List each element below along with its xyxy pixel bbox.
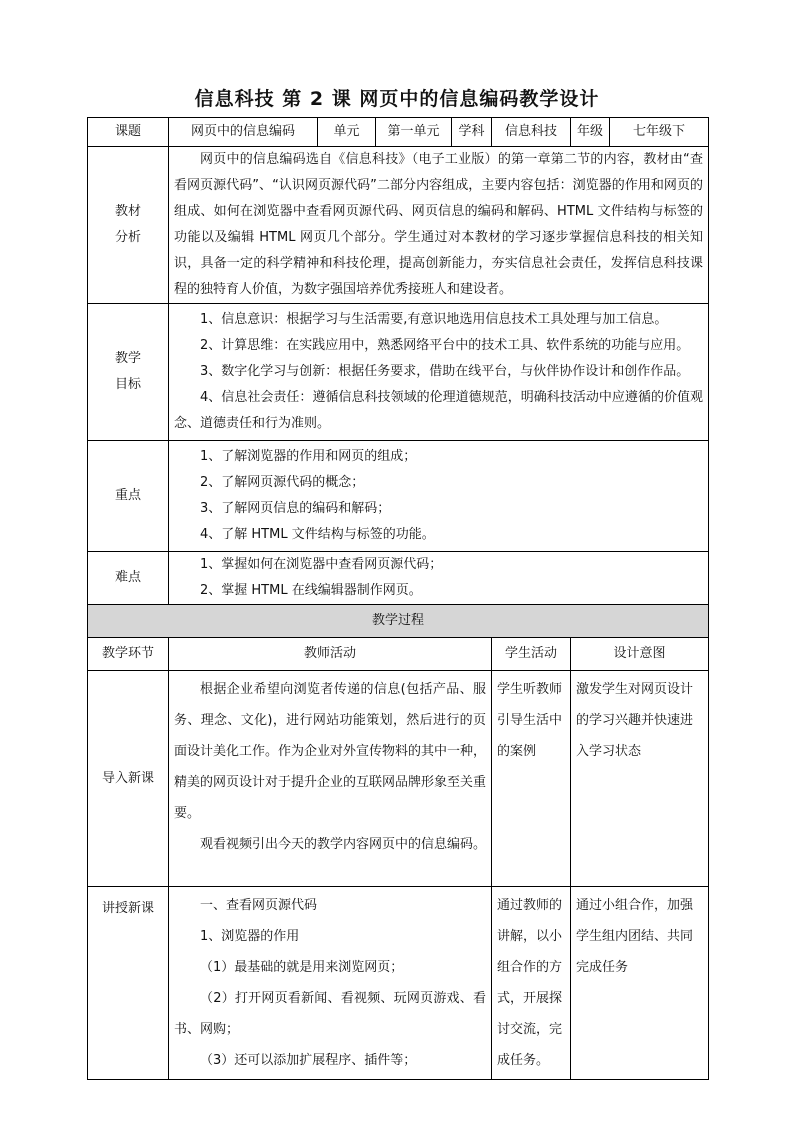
unit-label: 单元 [318,118,376,147]
key-point-item: 1、了解浏览器的作用和网页的组成； [200,449,417,464]
key-points-row [88,441,709,552]
col-intent: 设计意图 [571,638,709,671]
goal-item: 2、计算思维：在实践应用中，熟悉网络平台中的技术工具、软件系统的功能与应用。 [200,338,690,353]
key-point-item: 2、了解网页源代码的概念； [200,475,365,490]
teacher-line: 1、浏览器的作用 [200,929,300,944]
difficulty-item: 2、掌握 HTML 在线编辑器制作网页。 [200,583,422,598]
teacher-paragraph: 观看视频引出今天的教学内容网页中的信息编码。 [200,837,487,852]
difficulties-row [88,552,709,605]
process-row-new-lesson [88,887,709,1080]
col-teacher: 教师活动 [169,638,492,671]
goal-item: 3、数字化学习与创新：根据任务要求，借助在线平台，与伙伴协作设计和创作作品。 [200,364,690,379]
process-heading: 教学过程 [88,605,709,638]
col-stage: 教学环节 [88,638,169,671]
student-activity-intro: 学生听教师引导生活中的案例 [492,671,571,887]
process-column-headers [88,638,709,671]
teacher-activity-intro [169,671,492,887]
teacher-paragraph: 根据企业希望向浏览者传递的信息(包括产品、服务、理念、文化)，进行网站功能策划，然后进行的页面设计美化工作。作为企业对外宣传物料的其中一种，精美的网页设计对于提升企业的互联网品牌形象至关重要。 [174,682,487,821]
difficulty-item: 1、掌握如何在浏览器中查看网页源代码； [200,557,443,572]
teacher-line: 一、查看网页源代码 [200,898,318,913]
teaching-goals-list [169,304,709,441]
difficulties-label: 难点 [88,552,169,605]
lesson-label: 课题 [88,118,169,147]
grade-label: 年级 [571,118,610,147]
header-row [88,118,709,147]
teacher-line: （2）打开网页看新闻、看视频、玩网页游戏、看书、网购； [174,991,487,1037]
lesson-plan-table [87,117,709,1080]
lesson-value: 网页中的信息编码 [169,118,318,147]
subject-label: 学科 [452,118,492,147]
process-row-intro [88,671,709,887]
design-intent-new-lesson: 通过小组合作，加强学生组内团结、共同完成任务 [571,887,709,1080]
key-point-item: 4、了解 HTML 文件结构与标签的功能。 [200,527,435,542]
teaching-goals-row [88,304,709,441]
key-points-label: 重点 [88,441,169,552]
teacher-line: （3）还可以添加扩展程序、插件等； [200,1053,417,1068]
textbook-analysis-row [88,147,709,304]
unit-value: 第一单元 [376,118,452,147]
key-point-item: 3、了解网页信息的编码和解码； [200,501,391,516]
grade-value: 七年级下 [610,118,709,147]
textbook-analysis-label: 教材 分析 [88,147,169,304]
col-student: 学生活动 [492,638,571,671]
textbook-analysis-text: 网页中的信息编码选自《信息科技》（电子工业版）的第一章第二节的内容，教材由“查看网页源代码”、“认识网页源代码”二部分内容组成，主要内容包括：浏览器的作用和网页的组成、如何在浏览器中查看网页源代码、网页信息的编码和解码、HTML 文件结构与标签的功能以及编辑 HTML 网页几个部分。学生通过对本教材的学习逐步掌握信息科技的相关知识，具备一定的科学精神和科技伦理，提高创新能力，夯实信息社会责任，发挥信息科技课程的独特育人价值，为数字强国培养优秀接班人和建设者。 [169,147,709,304]
process-heading-row [88,605,709,638]
teaching-goals-label: 教学 目标 [88,304,169,441]
design-intent-intro: 激发学生对网页设计的学习兴趣并快速进入学习状态 [571,671,709,887]
document-title: 信息科技 第 2 课 网页中的信息编码教学设计 [194,88,600,110]
stage-intro: 导入新课 [88,671,169,887]
difficulties-list [169,552,709,605]
stage-new-lesson: 讲授新课 [88,887,169,1080]
key-points-list [169,441,709,552]
goal-item: 1、信息意识：根据学习与生活需要,有意识地选用信息技术工具处理与加工信息。 [200,312,668,327]
goal-item: 4、信息社会责任：遵循信息科技领域的伦理道德规范，明确科技活动中应遵循的价值观念、道德责任和行为准则。 [174,390,704,431]
subject-value: 信息科技 [492,118,571,147]
teacher-activity-new-lesson [169,887,492,1080]
student-activity-new-lesson: 通过教师的讲解，以小组合作的方式，开展探讨交流，完成任务。 [492,887,571,1080]
teacher-line: （1）最基础的就是用来浏览网页； [200,960,404,975]
